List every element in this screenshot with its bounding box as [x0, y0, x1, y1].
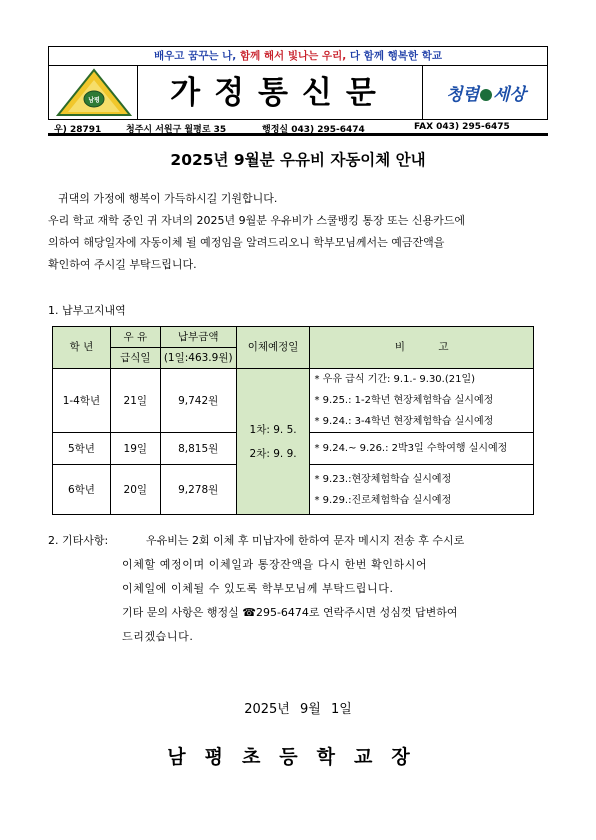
- newsletter-header: [48, 66, 548, 120]
- issue-date: 2025년 9월 1일: [244, 702, 352, 717]
- row-grade: 5학년: [53, 433, 111, 465]
- fee-table: [52, 326, 534, 515]
- note-line: * 9.24.~ 9.26.: 2박3일 수학여행 실시예정: [314, 443, 508, 454]
- slogan-part-2: 함께 해서 빛나는 우리,: [239, 50, 350, 62]
- row-notes: [310, 465, 534, 515]
- schedule-cell: [236, 369, 310, 515]
- header-amount-top: 납부금액: [160, 327, 236, 348]
- integrity-motto: [423, 80, 549, 105]
- row-days: 19일: [110, 433, 160, 465]
- row-grade: 6학년: [53, 465, 111, 515]
- section-2-line-3: 이체일에 이체될 수 있도록 학부모님께 부탁드립니다.: [122, 582, 394, 595]
- greeting: 귀댁의 가정에 행복이 가득하시길 기원합니다.: [58, 192, 278, 205]
- section-2-line-4: 기타 문의 사항은 행정실 ☎295-6474로 연락주시면 성심껏 답변하여: [122, 606, 458, 619]
- school-address: 청주시 서원구 월평로 35: [126, 125, 227, 135]
- intro-line-2: 의하여 해당일자에 자동이체 될 예정임을 알려드리오니 학부모님께서는 예금잔액을: [48, 236, 445, 249]
- note-line: * 우유 급식 기간: 9.1.- 9.30.(21일): [314, 374, 476, 385]
- intro-line-3: 확인하여 주시길 부탁드립니다.: [48, 258, 197, 271]
- schedule-first: 1차: 9. 5.: [249, 423, 297, 436]
- address-bar: [48, 120, 548, 136]
- header-days-bottom: 급식일: [110, 348, 160, 369]
- school-emblem-icon: [55, 68, 133, 118]
- school-logo-box: [48, 66, 138, 120]
- title-box: [138, 66, 422, 120]
- note-line: * 9.23.:현장체험학습 실시예정: [314, 473, 452, 485]
- row-notes: [310, 433, 534, 465]
- section-1-label: 1. 납부고지내역: [48, 304, 126, 317]
- slogan-part-3: 다 함께 행복한 학교: [349, 50, 442, 62]
- office-phone: 행정실 043) 295-6474: [262, 125, 365, 135]
- row-grade: 1-4학년: [53, 369, 111, 433]
- principal-signature: 남평초등학교장: [167, 746, 429, 768]
- section-2-label: 2. 기타사항:: [48, 534, 109, 547]
- row-days: 21일: [110, 369, 160, 433]
- header-grade: 학 년: [53, 327, 111, 369]
- motto-before: 청렴: [446, 85, 479, 105]
- fax-number: FAX 043) 295-6475: [414, 122, 510, 132]
- motto-box: [422, 66, 548, 120]
- newsletter-title: 가정통신문: [170, 75, 390, 111]
- note-line: * 9.25.: 1-2학년 현장체험학습 실시예정: [314, 395, 494, 406]
- document-title: 2025년 9월분 우유비 자동이체 안내: [170, 151, 426, 169]
- table-row: [53, 369, 534, 433]
- note-line: * 9.29.:진로체험학습 실시예정: [314, 494, 452, 506]
- row-amount: 8,815원: [160, 433, 236, 465]
- row-amount: 9,742원: [160, 369, 236, 433]
- section-2-line-1: 우유비는 2회 이체 후 미납자에 한하여 문자 메시지 전송 후 수시로: [146, 534, 465, 547]
- row-days: 20일: [110, 465, 160, 515]
- slogan-bar: [48, 46, 548, 66]
- header-days-top: 우 유: [110, 327, 160, 348]
- intro-line-1: 우리 학교 재학 중인 귀 자녀의 2025년 9월분 우유비가 스쿨뱅킹 통장 또는 신용카드에: [48, 214, 465, 227]
- section-2-line-5: 드리겠습니다.: [122, 630, 194, 643]
- row-notes: [310, 369, 534, 433]
- header-amount-bottom: (1일:463.9원): [160, 348, 236, 369]
- school-emblem-text: 남평: [88, 97, 100, 104]
- note-line: * 9.24.: 3-4학년 현장체험학습 실시예정: [314, 416, 494, 427]
- header-notes: 비 고: [310, 327, 534, 369]
- postal-code: 우) 28791: [54, 125, 102, 135]
- header-schedule: 이체예정일: [236, 327, 310, 369]
- section-2-line-2: 이체할 예정이며 이체일과 통장잔액을 다시 한번 확인하시어: [122, 558, 428, 571]
- schedule-second: 2차: 9. 9.: [249, 447, 297, 460]
- motto-globe-icon: [480, 89, 492, 101]
- motto-after: 세상: [493, 85, 526, 105]
- row-amount: 9,278원: [160, 465, 236, 515]
- slogan-part-1: 배우고 꿈꾸는 나,: [154, 50, 240, 62]
